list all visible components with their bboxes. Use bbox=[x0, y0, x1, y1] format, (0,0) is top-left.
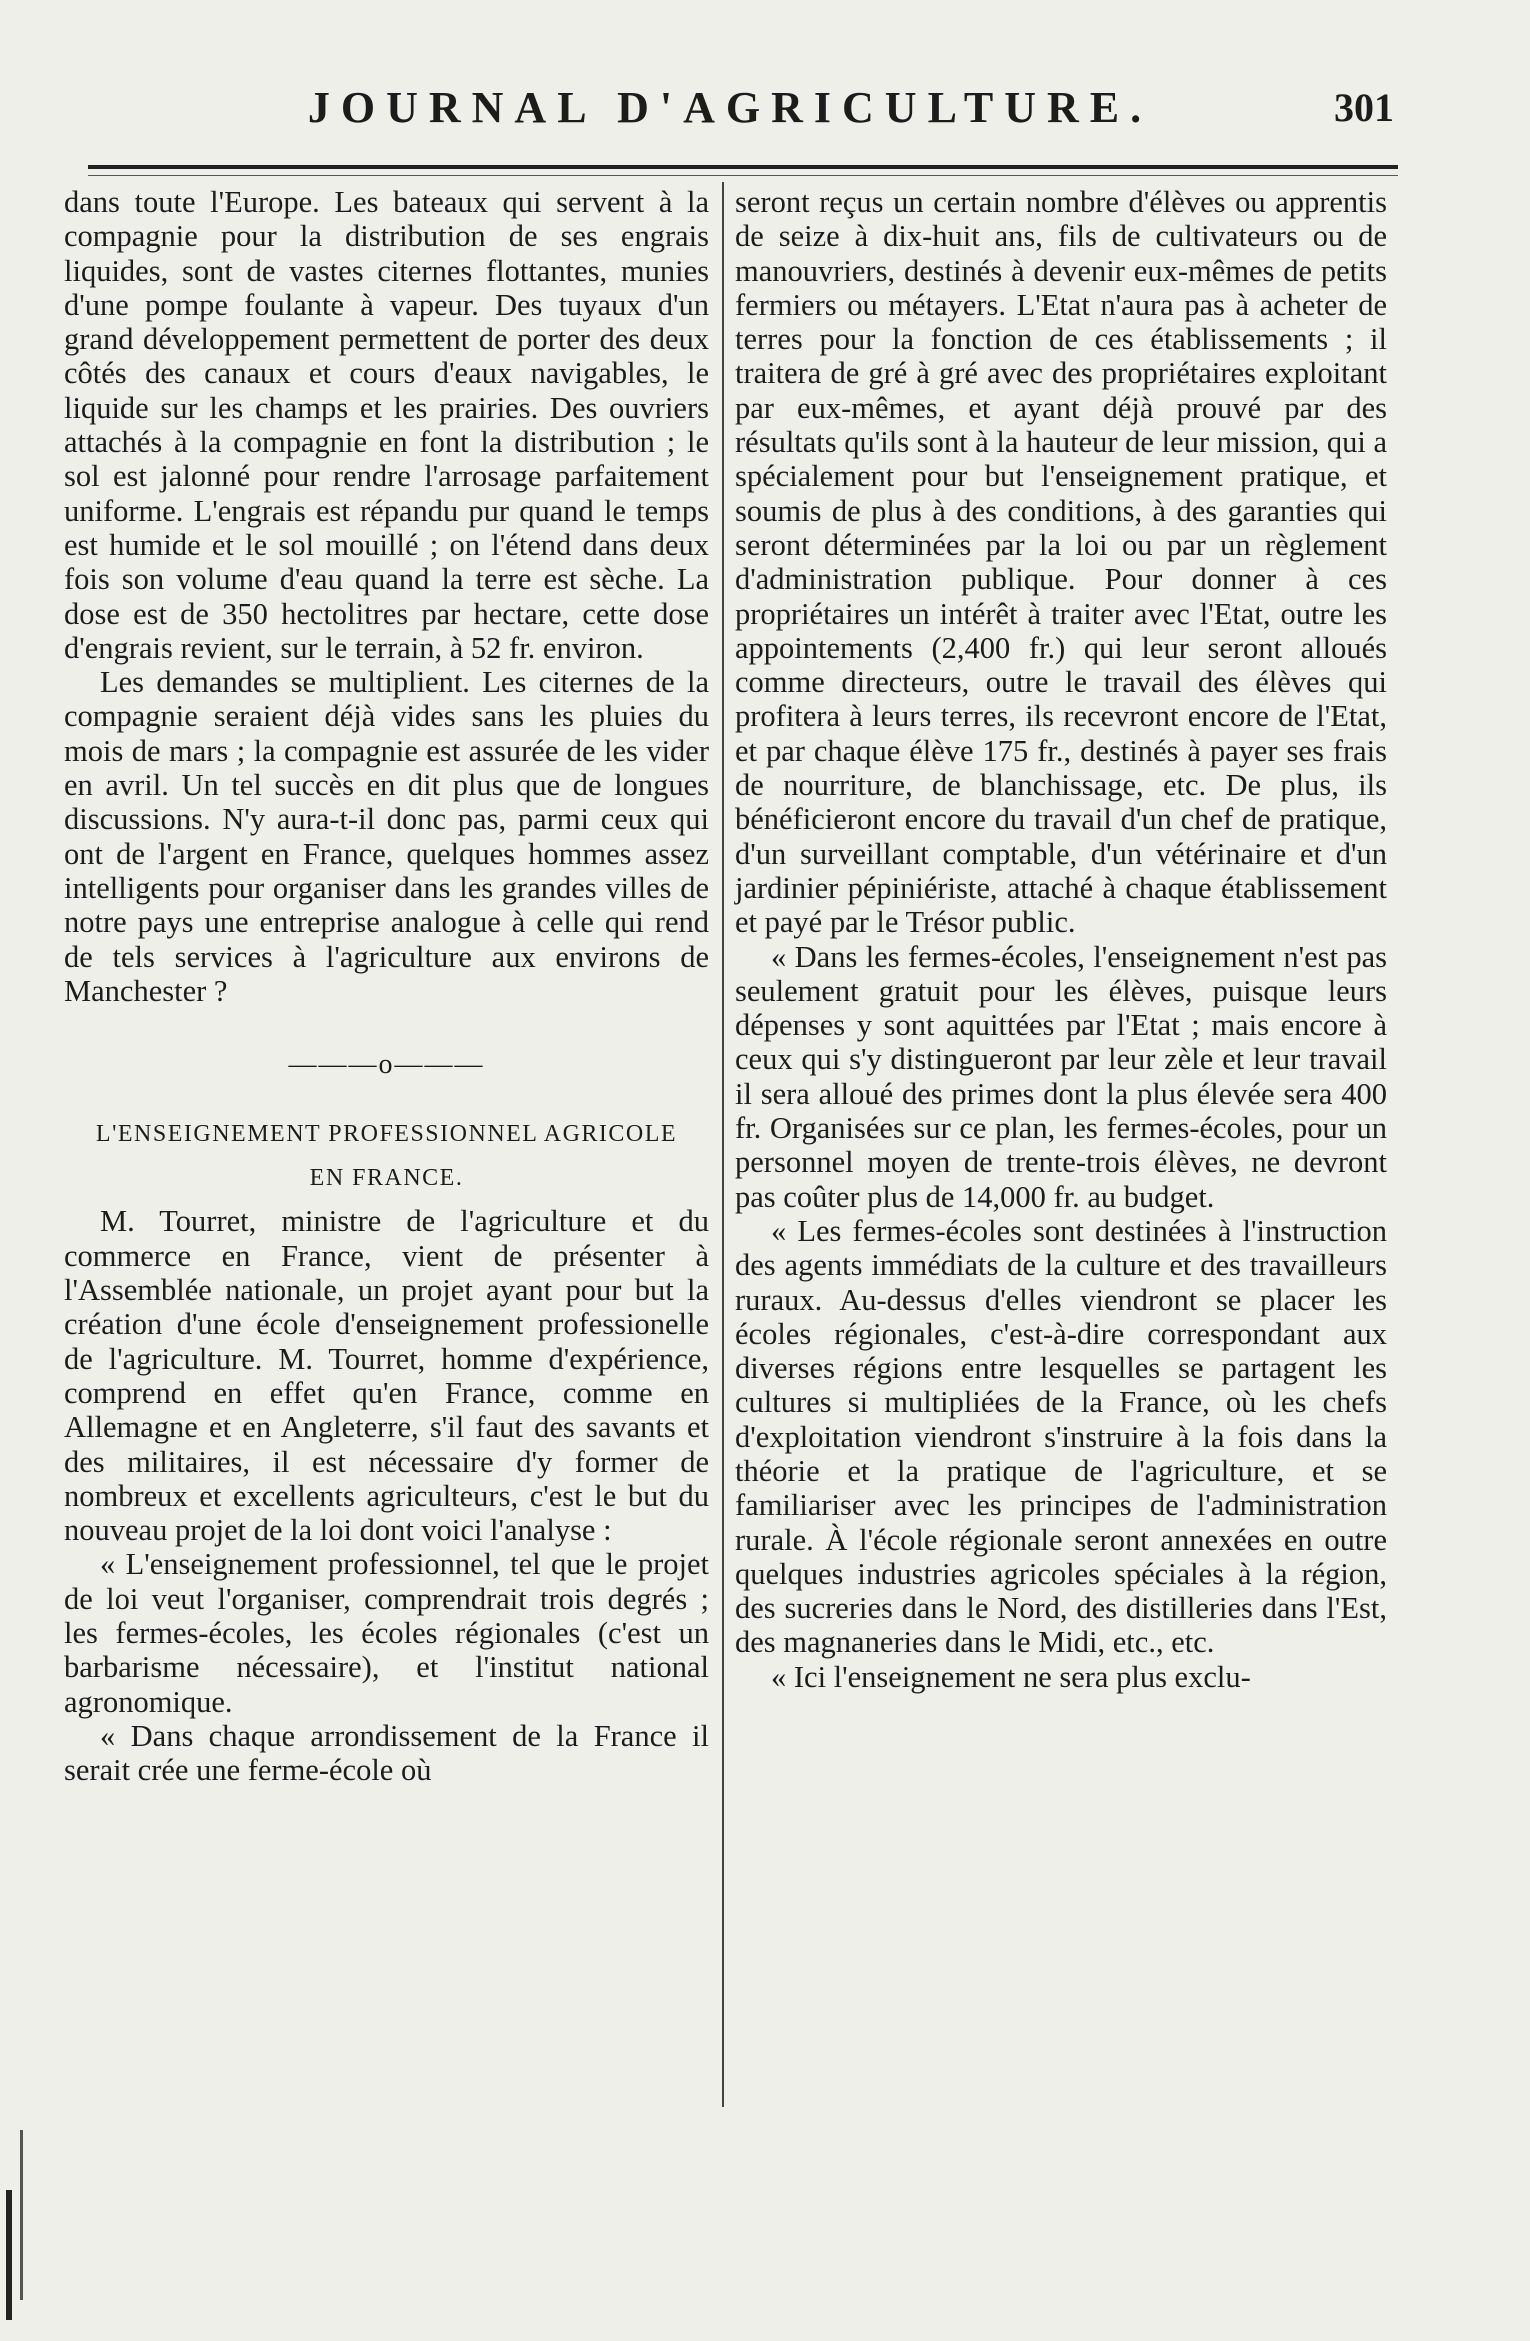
right-paragraph-3: « Les fermes-écoles sont destinées à l'instruction des agents immédiats de la culture et des travailleurs ruraux. Au-dessus d'elles viendront se placer les écoles régionales, c'est-à-dire correspondant aux diverses régions entre lesquelles se partagent les cultures si multipliées de la France, où les chefs d'exploitation viendront s'instruire à la fois dans la théorie et la pratique de l'agriculture, et se familiariser avec les principes de l'administration rurale. À l'école régionale seront annexées en outre quelques industries agricoles spéciales à la région, des sucreries dans le Nord, des distilleries dans l'Est, des magnaneries dans le Midi, etc., etc. bbox=[735, 1213, 1387, 1660]
section-heading-line-1: L'ENSEIGNEMENT PROFESSIONNEL AGRICOLE bbox=[95, 1121, 678, 1148]
right-column bbox=[735, 185, 1387, 1694]
right-paragraph-2: « Dans les fermes-écoles, l'enseignement n'est pas seulement gratuit pour les élèves, puisque leurs dépenses y sont aquittées par l'Etat ; mais encore à ceux qui s'y distingueront par leur zèle et leur travail il sera alloué des primes dont la plus élevée sera 400 fr. Organisées sur ce plan, les fermes-écoles, pour un personnel moyen de trente-trois élèves, ne devront pas coûter plus de 14,000 fr. au budget. bbox=[735, 939, 1387, 1214]
margin-scan-mark-secondary bbox=[20, 2130, 23, 2300]
left-paragraph-1: dans toute l'Europe. Les bateaux qui servent à la compagnie pour la distribution de ses engrais liquides, sont de vastes citernes flottantes, munies d'une pompe foulante à vapeur. Des tuyaux d'un grand développement permettent de porter des deux côtés des canaux et cours d'eaux navigables, le liquide sur les champs et les prairies. Des ouvriers attachés à la compagnie en font la distribution ; le sol est jalonné pour rendre l'arrosage parfaitement uniforme. L'engrais est répandu pur quand le temps est humide et le sol mouillé ; on l'étend dans deux fois son volume d'eau quand la terre est sèche. La dose est de 350 hectolitres par hectare, cette dose d'engrais revient, sur le terrain, à 52 fr. environ. bbox=[64, 185, 709, 665]
left-column bbox=[64, 185, 709, 1787]
section-heading-line-2: EN FRANCE. bbox=[309, 1165, 464, 1192]
page-number: 301 bbox=[1334, 85, 1394, 130]
journal-title: JOURNAL D'AGRICULTURE. bbox=[307, 83, 1153, 132]
right-paragraph-4: « Ici l'enseignement ne sera plus exclu- bbox=[771, 1659, 1251, 1694]
section-ornament: ———o——— bbox=[288, 1049, 485, 1081]
section-paragraph-2: « L'enseignement professionnel, tel que le projet de loi veut l'organiser, comprendrait trois degrés ; les fermes-écoles, les écoles régionales (c'est un barbarisme nécessaire), et l'institut national agronomique. bbox=[64, 1547, 709, 1719]
left-paragraph-2: Les demandes se multiplient. Les citernes de la compagnie seraient déjà vides sans les pluies du mois de mars ; la compagnie est assurée de les vider en avril. Un tel succès en dit plus que de longues discussions. N'y aura-t-il donc pas, parmi ceux qui ont de l'argent en France, quelques hommes assez intelligents pour organiser dans les grandes villes de notre pays une entreprise analogue à celle qui rend de tels services à l'agriculture aux environs de Manchester ? bbox=[64, 665, 709, 1008]
right-paragraph-1: seront reçus un certain nombre d'élèves ou apprentis de seize à dix-huit ans, fils de cultivateurs ou de manouvriers, destinés à devenir eux-mêmes de petits fermiers ou métayers. L'Etat n'aura pas à acheter de terres pour la fonction de ces établissements ; il traitera de gré à gré avec des propriétaires exploitant par eux-mêmes, et ayant déjà prouvé par des résultats qu'ils sont à la hauteur de leur mission, qui a spécialement pour but l'enseignement pratique, et soumis de plus à des conditions, à des garanties qui seront déterminées par la loi ou par un règlement d'administration publique. Pour donner à ces propriétaires un intérêt à traiter avec l'Etat, outre les appointements (2,400 fr.) qui leur seront alloués comme directeurs, outre le travail des élèves qui profitera à leurs terres, ils recevront encore de l'Etat, et par chaque élève 175 fr., destinés à payer ses frais de nourriture, de blanchissage, etc. De plus, ils bénéficieront encore du travail d'un chef de pratique, d'un surveillant comptable, d'un vétérinaire et d'un jardinier pépiniériste, attaché à chaque établissement et payé par le Trésor public. bbox=[735, 185, 1387, 940]
page-header bbox=[60, 82, 1400, 142]
margin-scan-mark bbox=[6, 2190, 12, 2320]
section-heading bbox=[64, 1112, 709, 1200]
header-rule bbox=[88, 165, 1398, 176]
section-paragraph-1: M. Tourret, ministre de l'agriculture et du commerce en France, vient de présenter à l'Assemblée nationale, un projet ayant pour but la création d'une école d'enseignement professionelle de l'agriculture. M. Tourret, homme d'expérience, comprend en effet qu'en France, comme en Allemagne et en Angleterre, s'il faut des savants et des militaires, il est nécessaire d'y former de nombreux et excellents agriculteurs, c'est le but du nouveau projet de la loi dont voici l'analyse : bbox=[64, 1204, 709, 1548]
column-divider bbox=[722, 182, 724, 2107]
section-paragraph-3: « Dans chaque arrondissement de la France il serait crée une ferme-école où bbox=[64, 1718, 709, 1788]
